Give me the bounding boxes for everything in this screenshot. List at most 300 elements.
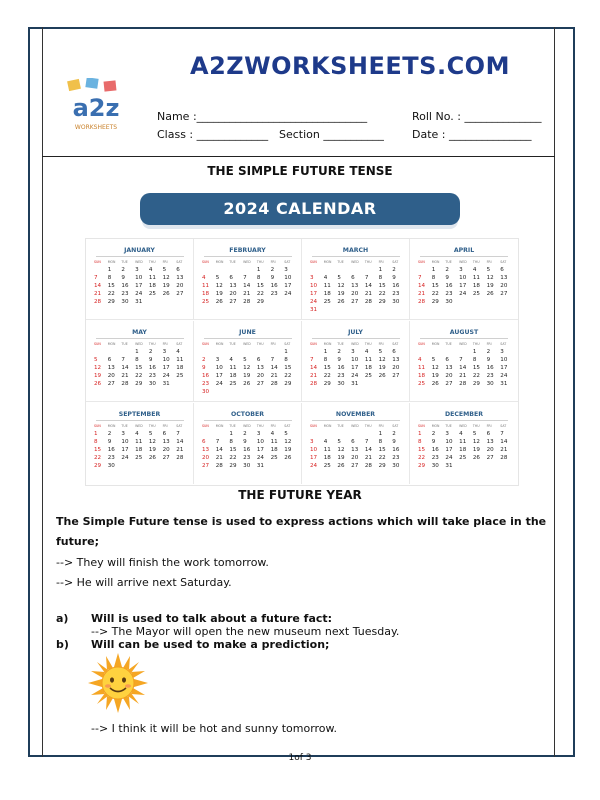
calendar-day: 2 xyxy=(243,431,247,437)
calendar-day: 31 xyxy=(162,381,170,387)
calendar-day: 25 xyxy=(176,373,184,379)
calendar-day: 4 xyxy=(148,267,153,273)
calendar-day: 2 xyxy=(337,349,341,355)
weekday-label: THU xyxy=(364,424,372,428)
calendar-day: 29 xyxy=(418,463,426,469)
empty-day xyxy=(365,267,379,275)
weekday-header xyxy=(310,260,406,264)
calendar-day: 22 xyxy=(107,291,115,297)
month-name: JANUARY xyxy=(124,247,155,254)
calendar-day: 31 xyxy=(500,381,508,387)
calendar-day: 8 xyxy=(284,357,288,363)
calendar-day: 26 xyxy=(284,455,292,461)
calendar-day: 9 xyxy=(202,365,206,371)
calendar-day: 1 xyxy=(135,349,139,355)
calendar-day: 16 xyxy=(121,283,129,289)
weekday-header xyxy=(310,342,406,346)
calendar-day: 21 xyxy=(364,291,372,297)
calendar-banner xyxy=(140,193,460,225)
weekday-label: FRI xyxy=(162,260,168,264)
month-divider xyxy=(420,256,508,257)
calendar-day: 3 xyxy=(284,267,288,273)
calendar-day: 22 xyxy=(323,373,331,379)
calendar-day: 19 xyxy=(378,365,386,371)
calendar-day: 15 xyxy=(323,365,331,371)
calendar-day: 15 xyxy=(431,283,439,289)
calendar-day: 17 xyxy=(121,447,129,453)
weekday-label: THU xyxy=(256,424,264,428)
calendar-day: 30 xyxy=(337,381,345,387)
calendar-day: 29 xyxy=(431,299,439,305)
calendar-day: 6 xyxy=(445,357,449,363)
calendar-day: 26 xyxy=(431,381,439,387)
calendar-day: 2 xyxy=(431,431,436,437)
weekday-label: SUN xyxy=(202,260,209,264)
calendar-day: 15 xyxy=(418,447,426,453)
weekday-label: SUN xyxy=(94,424,101,428)
weekday-label: TUE xyxy=(121,424,128,428)
calendar-day: 8 xyxy=(135,357,139,363)
weekday-header xyxy=(418,424,514,428)
calendar-day: 19 xyxy=(94,373,102,379)
calendar-day: 23 xyxy=(337,373,345,379)
calendar-day: 28 xyxy=(459,381,467,387)
weekday-label: FRI xyxy=(162,342,168,346)
weekday-label: WED xyxy=(459,342,467,346)
month-days xyxy=(202,349,298,397)
month-days xyxy=(310,349,406,389)
weekday-label: SAT xyxy=(500,260,507,264)
example-2: --> He will arrive next Saturday. xyxy=(56,576,232,589)
calendar-day: 13 xyxy=(176,275,184,281)
calendar-day: 1 xyxy=(229,431,233,437)
calendar-month-february xyxy=(194,239,302,320)
calendar-day: 6 xyxy=(202,439,206,445)
empty-day xyxy=(459,349,473,357)
weekday-label: FRI xyxy=(270,424,276,428)
weekday-label: MON xyxy=(431,260,440,264)
weekday-label: SAT xyxy=(284,342,291,346)
calendar-day: 4 xyxy=(270,431,275,437)
calendar-day: 16 xyxy=(392,447,400,453)
calendar-day: 18 xyxy=(323,291,331,297)
calendar-day: 8 xyxy=(431,275,436,281)
calendar-day: 11 xyxy=(229,365,237,371)
empty-day xyxy=(257,349,271,357)
a2z-logo-icon xyxy=(60,78,132,132)
calendar-day: 5 xyxy=(243,357,247,363)
calendar-day: 2 xyxy=(121,267,125,273)
calendar-day: 3 xyxy=(121,431,125,437)
calendar-day: 21 xyxy=(270,373,278,379)
calendar-day: 13 xyxy=(351,447,359,453)
calendar-day: 3 xyxy=(351,349,355,355)
calendar-day: 24 xyxy=(500,373,508,379)
calendar-day: 18 xyxy=(148,283,156,289)
month-divider xyxy=(96,338,184,339)
empty-day xyxy=(351,267,365,275)
calendar-day: 4 xyxy=(323,275,328,281)
intro-line-2: future; xyxy=(56,535,99,548)
calendar-day: 17 xyxy=(445,447,453,453)
calendar-day: 26 xyxy=(337,463,345,469)
calendar-day: 11 xyxy=(459,439,467,445)
calendar-day: 30 xyxy=(486,381,494,387)
calendar-day: 21 xyxy=(215,455,223,461)
empty-day xyxy=(324,431,338,439)
weekday-label: SAT xyxy=(176,260,183,264)
weekday-label: MON xyxy=(107,424,116,428)
calendar-day: 30 xyxy=(392,463,400,469)
month-days xyxy=(94,267,190,307)
calendar-day: 18 xyxy=(472,283,480,289)
month-divider xyxy=(96,420,184,421)
calendar-day: 9 xyxy=(107,439,112,445)
calendar-day: 9 xyxy=(486,357,491,363)
calendar-day: 13 xyxy=(445,365,453,371)
calendar-day: 5 xyxy=(94,357,98,363)
weekday-label: WED xyxy=(351,424,359,428)
calendar-day: 27 xyxy=(486,455,494,461)
month-days xyxy=(94,431,190,471)
calendar-day: 16 xyxy=(148,365,156,371)
empty-day xyxy=(418,349,432,357)
empty-day xyxy=(94,267,108,275)
calendar-day: 10 xyxy=(459,275,467,281)
calendar-day: 9 xyxy=(243,439,247,445)
month-divider xyxy=(204,256,292,257)
calendar-day: 25 xyxy=(418,381,426,387)
empty-day xyxy=(243,349,257,357)
weekday-label: FRI xyxy=(162,424,168,428)
roll-number-field: Roll No. : ______________ xyxy=(412,110,542,123)
calendar-day: 5 xyxy=(337,439,341,445)
calendar-day: 15 xyxy=(107,283,115,289)
calendar-day: 8 xyxy=(323,357,328,363)
calendar-day: 17 xyxy=(500,365,508,371)
calendar-day: 28 xyxy=(310,381,318,387)
calendar-day: 3 xyxy=(256,431,261,437)
calendar-day: 17 xyxy=(284,283,292,289)
calendar-day: 21 xyxy=(459,373,467,379)
calendar-day: 21 xyxy=(310,373,318,379)
calendar-day: 20 xyxy=(229,291,237,297)
calendar-day: 8 xyxy=(378,275,383,281)
calendar-day: 1 xyxy=(323,349,328,355)
calendar-day: 5 xyxy=(486,267,491,273)
calendar-day: 1 xyxy=(378,431,383,437)
calendar-day: 29 xyxy=(135,381,143,387)
calendar-day: 7 xyxy=(364,439,369,445)
weekday-header xyxy=(202,342,298,346)
calendar-day: 10 xyxy=(215,365,223,371)
calendar-day: 11 xyxy=(202,283,210,289)
weekday-label: SAT xyxy=(284,424,291,428)
calendar-day: 6 xyxy=(500,267,504,273)
calendar-day: 11 xyxy=(323,447,331,453)
weekday-label: FRI xyxy=(270,342,276,346)
weekday-label: WED xyxy=(243,342,251,346)
calendar-day: 4 xyxy=(176,349,180,355)
calendar-day: 27 xyxy=(351,463,359,469)
empty-day xyxy=(418,267,432,275)
weekday-label: MON xyxy=(323,260,332,264)
logo-text: a2z xyxy=(72,94,120,122)
calendar-month-april xyxy=(410,239,518,320)
calendar-day: 4 xyxy=(364,349,369,355)
weekday-label: SAT xyxy=(176,424,183,428)
weekday-label: MON xyxy=(431,424,440,428)
calendar-day: 28 xyxy=(94,299,102,305)
month-name: MAY xyxy=(132,329,147,336)
calendar-day: 11 xyxy=(148,275,156,281)
weekday-header xyxy=(418,342,514,346)
calendar-day: 31 xyxy=(310,307,318,313)
weekday-label: SUN xyxy=(202,424,209,428)
empty-day xyxy=(365,431,379,439)
calendar-day: 6 xyxy=(486,431,491,437)
weekday-label: SUN xyxy=(94,342,101,346)
calendar-day: 23 xyxy=(445,291,453,297)
calendar-day: 20 xyxy=(162,447,170,453)
month-name: JULY xyxy=(348,329,363,336)
calendar-day: 8 xyxy=(229,439,233,445)
calendar-day: 16 xyxy=(243,447,251,453)
empty-day xyxy=(310,431,324,439)
calendar-day: 12 xyxy=(431,365,439,371)
calendar-day: 15 xyxy=(284,365,292,371)
weekday-label: FRI xyxy=(486,424,492,428)
calendar-day: 11 xyxy=(323,283,331,289)
calendar-day: 4 xyxy=(229,357,233,363)
calendar-month-october xyxy=(194,403,302,484)
calendar-day: 17 xyxy=(256,447,264,453)
calendar-day: 27 xyxy=(176,291,184,297)
calendar-day: 11 xyxy=(270,439,278,445)
calendar-day: 6 xyxy=(351,275,355,281)
weekday-label: WED xyxy=(459,424,467,428)
calendar-day: 7 xyxy=(243,275,247,281)
weekday-label: MON xyxy=(107,260,116,264)
calendar-day: 24 xyxy=(310,463,318,469)
calendar-day: 13 xyxy=(229,283,237,289)
calendar-day: 25 xyxy=(323,299,331,305)
weekday-label: SAT xyxy=(392,342,399,346)
calendar-day: 14 xyxy=(418,283,426,289)
calendar-day: 28 xyxy=(500,455,508,461)
calendar-banner-text: 2024 CALENDAR xyxy=(223,199,377,218)
calendar-day: 25 xyxy=(323,463,331,469)
calendar-day: 1 xyxy=(378,267,383,273)
calendar-day: 11 xyxy=(418,365,426,371)
calendar-day: 18 xyxy=(323,455,331,461)
calendar-day: 31 xyxy=(445,463,453,469)
calendar-day: 15 xyxy=(256,283,264,289)
calendar-day: 20 xyxy=(445,373,453,379)
weekday-label: THU xyxy=(364,342,372,346)
calendar-day: 1 xyxy=(107,267,112,273)
empty-day xyxy=(202,349,216,357)
calendar-day: 4 xyxy=(472,267,477,273)
weekday-label: MON xyxy=(215,260,224,264)
calendar-day: 10 xyxy=(135,275,143,281)
page-number: 1of 3 xyxy=(288,753,312,763)
empty-day xyxy=(216,431,230,439)
calendar-day: 27 xyxy=(351,299,359,305)
month-days xyxy=(418,267,514,307)
calendar-day: 5 xyxy=(431,357,436,363)
calendar-day: 6 xyxy=(256,357,261,363)
calendar-day: 3 xyxy=(135,267,139,273)
calendar-day: 26 xyxy=(215,299,223,305)
weekday-label: TUE xyxy=(445,260,452,264)
calendar-day: 19 xyxy=(337,455,345,461)
weekday-label: SUN xyxy=(94,260,101,264)
point-a-title: Will is used to talk about a future fact: xyxy=(91,612,333,625)
calendar-day: 8 xyxy=(256,275,261,281)
smiling-sun-icon xyxy=(88,653,148,713)
calendar-day: 4 xyxy=(418,357,422,363)
calendar-day: 31 xyxy=(351,381,359,387)
month-divider xyxy=(312,256,400,257)
calendar-day: 21 xyxy=(121,373,129,379)
calendar-day: 30 xyxy=(202,389,210,395)
calendar-day: 9 xyxy=(148,357,153,363)
calendar-day: 1 xyxy=(431,267,436,273)
section-field: Section ___________ xyxy=(279,128,384,141)
calendar-day: 1 xyxy=(284,349,288,355)
empty-day xyxy=(243,267,257,275)
calendar-day: 3 xyxy=(215,357,220,363)
calendar-day: 14 xyxy=(94,283,102,289)
calendar-day: 22 xyxy=(378,455,386,461)
calendar-day: 16 xyxy=(337,365,345,371)
calendar-day: 23 xyxy=(202,381,210,387)
calendar-month-may xyxy=(86,321,194,402)
calendar-day: 3 xyxy=(162,349,167,355)
calendar-day: 25 xyxy=(135,455,143,461)
calendar-day: 26 xyxy=(243,381,251,387)
calendar-month-january xyxy=(86,239,194,320)
weekday-label: FRI xyxy=(378,424,384,428)
calendar-day: 1 xyxy=(94,431,98,437)
calendar-day: 9 xyxy=(270,275,275,281)
calendar-day: 6 xyxy=(176,267,180,273)
weekday-label: WED xyxy=(135,342,143,346)
calendar-day: 10 xyxy=(500,357,508,363)
calendar-day: 13 xyxy=(162,439,170,445)
calendar-day: 27 xyxy=(202,463,210,469)
calendar-day: 29 xyxy=(284,381,292,387)
calendar-day: 23 xyxy=(392,291,400,297)
calendar-day: 25 xyxy=(270,455,278,461)
weekday-label: WED xyxy=(135,424,143,428)
page-title: THE SIMPLE FUTURE TENSE xyxy=(207,164,393,178)
calendar-day: 16 xyxy=(270,283,278,289)
calendar-day: 31 xyxy=(256,463,264,469)
calendar-day: 24 xyxy=(135,291,143,297)
weekday-label: FRI xyxy=(378,342,384,346)
weekday-label: THU xyxy=(364,260,372,264)
weekday-label: FRI xyxy=(270,260,276,264)
calendar-day: 15 xyxy=(378,283,386,289)
calendar-day: 27 xyxy=(162,455,170,461)
month-days xyxy=(310,267,406,315)
calendar-day: 29 xyxy=(256,299,264,305)
calendar-day: 23 xyxy=(392,455,400,461)
month-days xyxy=(94,349,190,389)
month-divider xyxy=(312,338,400,339)
calendar-day: 20 xyxy=(486,447,494,453)
calendar-day: 22 xyxy=(229,455,237,461)
calendar-day: 3 xyxy=(310,439,314,445)
weekday-label: TUE xyxy=(445,342,452,346)
calendar-day: 29 xyxy=(472,381,480,387)
calendar-day: 18 xyxy=(176,365,184,371)
calendar-day: 27 xyxy=(107,381,115,387)
weekday-label: THU xyxy=(472,342,480,346)
calendar-day: 29 xyxy=(94,463,102,469)
calendar-day: 13 xyxy=(202,447,210,453)
calendar-day: 23 xyxy=(270,291,278,297)
calendar-day: 19 xyxy=(215,291,223,297)
calendar-day: 7 xyxy=(121,357,125,363)
calendar-day: 13 xyxy=(392,357,400,363)
calendar-day: 16 xyxy=(431,447,439,453)
weekday-header xyxy=(94,260,190,264)
calendar-day: 24 xyxy=(351,373,359,379)
calendar-day: 6 xyxy=(351,439,355,445)
calendar-day: 7 xyxy=(94,275,98,281)
calendar-day: 6 xyxy=(229,275,233,281)
calendar-day: 14 xyxy=(364,283,372,289)
empty-day xyxy=(108,349,122,357)
calendar-day: 10 xyxy=(121,439,129,445)
calendar-caption: THE FUTURE YEAR xyxy=(238,488,362,502)
calendar-day: 16 xyxy=(202,373,210,379)
calendar-day: 16 xyxy=(107,447,115,453)
empty-day xyxy=(445,349,459,357)
calendar-day: 6 xyxy=(107,357,112,363)
calendar-day: 24 xyxy=(284,291,292,297)
calendar-day: 26 xyxy=(337,299,345,305)
calendar-day: 3 xyxy=(445,431,449,437)
calendar-day: 14 xyxy=(121,365,129,371)
calendar-day: 3 xyxy=(500,349,504,355)
calendar-day: 11 xyxy=(472,275,480,281)
month-name: FEBRUARY xyxy=(229,247,266,254)
empty-day xyxy=(202,431,216,439)
calendar-day: 2 xyxy=(202,357,206,363)
calendar-day: 24 xyxy=(121,455,129,461)
calendar-day: 11 xyxy=(135,439,143,445)
calendar-day: 20 xyxy=(176,283,184,289)
weekday-header xyxy=(310,424,406,428)
intro-line-1: The Simple Future tense is used to express actions which will take place in the xyxy=(56,515,547,528)
month-days xyxy=(310,431,406,471)
calendar-day: 14 xyxy=(310,365,318,371)
month-divider xyxy=(312,420,400,421)
calendar-day: 2 xyxy=(107,431,112,437)
calendar-day: 10 xyxy=(162,357,170,363)
weekday-label: THU xyxy=(148,424,156,428)
calendar-day: 5 xyxy=(378,349,383,355)
calendar-day: 9 xyxy=(445,275,449,281)
calendar-day: 12 xyxy=(378,357,386,363)
empty-day xyxy=(337,267,351,275)
calendar-day: 21 xyxy=(500,447,508,453)
calendar-day: 13 xyxy=(351,283,359,289)
